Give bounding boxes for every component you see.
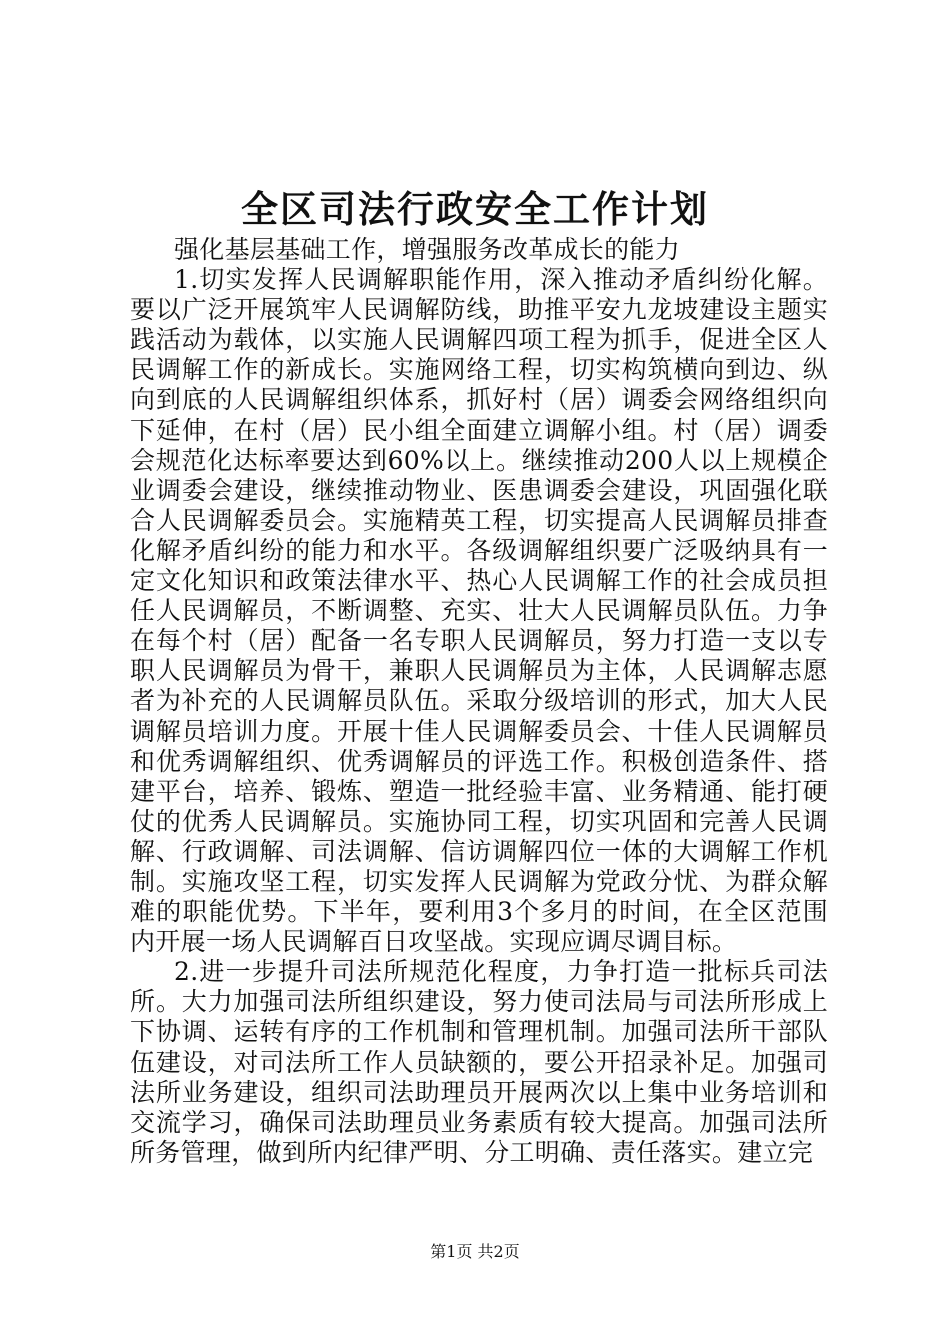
paragraph-1: 1.切实发挥人民调解职能作用，深入推动矛盾纠纷化解。要以广泛开展筑牢人民调解防线，助推平安九龙坡建设主题实践活动为载体，以实施人民调解四项工程为抓手，促进全区人民调解工作的新成长。实施网络工程，切实构筑横向到边、纵向到底的人民调解组织体系，抓好村（居）调委会网络组织向下延伸，在村（居）民小组全面建立调解小组。村（居）调委会规范化达标率要达到60%以上。继续推动200人以上规模企业调委会建设，继续推动物业、医患调委会建设，巩固强化联合人民调解委员会。实施精英工程，切实提高人民调解员排查化解矛盾纠纷的能力和水平。各级调解组织要广泛吸纳具有一定文化知识和政策法律水平、热心人民调解工作的社会成员担任人民调解员，不断调整、充实、壮大人民调解员队伍。力争在每个村（居）配备一名专职人民调解员，努力打造一支以专职人民调解员为骨干，兼职人民调解员为主体，人民调解志愿者为补充的人民调解员队伍。采取分级培训的形式，加大人民调解员培训力度。开展十佳人民调解委员会、十佳人民调解员和优秀调解组织、优秀调解员的评选工作。积极创造条件、搭建平台，培养、锻炼、塑造一批经验丰富、业务精通、能打硬仗的优秀人民调解员。实施协同工程，切实巩固和完善人民调解、行政调解、司法调解、信访调解四位一体的大调解工作机制。实施攻坚工程，切实发挥人民调解为党政分忧、为群众解难的职能优势。下半年，要利用3个多月的时间，在全区范围内开展一场人民调解百日攻坚战。实现应调尽调目标。	[130, 265, 828, 957]
document-body	[130, 235, 828, 1168]
section-subheading: 强化基层基础工作，增强服务改革成长的能力	[174, 235, 681, 264]
page-footer: 第1页 共2页	[430, 1242, 520, 1261]
paragraph-2: 2.进一步提升司法所规范化程度，力争打造一批标兵司法所。大力加强司法所组织建设，努力使司法局与司法所形成上下协调、运转有序的工作机制和管理机制。加强司法所干部队伍建设，对司法所工作人员缺额的，要公开招录补足。加强司法所业务建设，组织司法助理员开展两次以上集中业务培训和交流学习，确保司法助理员业务素质有较大提高。加强司法所所务管理，做到所内纪律严明、分工明确、责任落实。建立完	[130, 957, 828, 1167]
document-title: 全区司法行政安全工作计划	[241, 187, 709, 231]
